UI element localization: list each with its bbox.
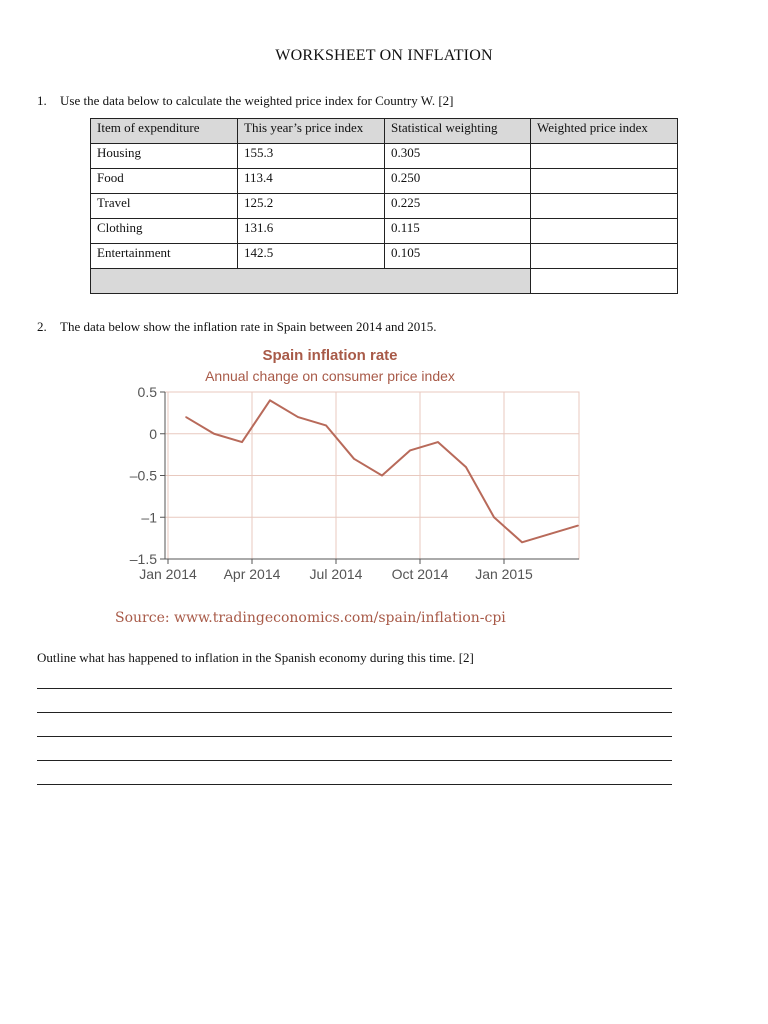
answer-line[interactable] [37, 736, 672, 737]
table-cell: Clothing [91, 219, 238, 244]
table-row [91, 244, 678, 269]
data-point [241, 441, 243, 443]
y-tick-label: –1 [141, 509, 157, 526]
table-cell: 0.115 [385, 219, 531, 244]
y-tick-label: 0.5 [137, 384, 157, 400]
table-cell: Food [91, 169, 238, 194]
question-2-number: 2. [37, 319, 47, 334]
table-cell: 142.5 [238, 244, 385, 269]
question-1-text: Use the data below to calculate the weighted price index for Country W. [2] [60, 93, 454, 108]
data-point [437, 441, 439, 443]
table-cell: 0.225 [385, 194, 531, 219]
table-cell: 113.4 [238, 169, 385, 194]
answer-line[interactable] [37, 760, 672, 761]
table-cell: Housing [91, 144, 238, 169]
answer-cell[interactable] [531, 244, 678, 269]
table-cell: 125.2 [238, 194, 385, 219]
x-tick-label: Jan 2014 [139, 566, 197, 582]
series-line [186, 400, 578, 542]
table-cell: Travel [91, 194, 238, 219]
data-point [493, 516, 495, 518]
table-cell: 0.305 [385, 144, 531, 169]
total-row [91, 269, 678, 294]
chart-title: Spain inflation rate [262, 347, 398, 364]
data-point [381, 475, 383, 477]
data-point [577, 525, 579, 527]
chart-source: Source: www.tradingeconomics.com/spain/inflation-cpi [115, 610, 506, 626]
table-row [91, 144, 678, 169]
data-point [465, 466, 467, 468]
answer-cell[interactable] [531, 169, 678, 194]
data-point [521, 542, 523, 544]
data-point [297, 416, 299, 418]
inflation-line-chart [110, 342, 590, 632]
table-header: This year’s price index [238, 119, 385, 144]
answer-line[interactable] [37, 688, 672, 689]
answer-line[interactable] [37, 712, 672, 713]
data-point [213, 433, 215, 435]
total-answer-cell[interactable] [531, 269, 678, 294]
table-cell: 0.105 [385, 244, 531, 269]
answer-cell[interactable] [531, 219, 678, 244]
question-2 [37, 319, 437, 335]
answer-line[interactable] [37, 784, 672, 785]
table-cell: 131.6 [238, 219, 385, 244]
x-tick-label: Oct 2014 [391, 566, 449, 582]
data-point [549, 533, 551, 535]
data-point [353, 458, 355, 460]
outline-question-text: Outline what has happened to inflation in the Spanish economy during this time. [2] [37, 650, 474, 665]
question-1-number: 1. [37, 93, 47, 108]
table-header: Weighted price index [531, 119, 678, 144]
table-cell: Entertainment [91, 244, 238, 269]
table-row [91, 194, 678, 219]
table-cell: 155.3 [238, 144, 385, 169]
data-point [409, 450, 411, 452]
answer-cell[interactable] [531, 144, 678, 169]
table-header-row [91, 119, 678, 144]
table-cell: 0.250 [385, 169, 531, 194]
total-row-shaded-cell [91, 269, 531, 294]
y-tick-label: 0 [149, 425, 157, 442]
data-point [185, 416, 187, 418]
question-2-text: The data below show the inflation rate in Spain between 2014 and 2015. [60, 319, 437, 334]
data-point [325, 425, 327, 427]
x-tick-label: Jan 2015 [475, 566, 533, 582]
x-tick-label: Apr 2014 [223, 566, 281, 582]
y-tick-label: –0.5 [129, 467, 157, 484]
page-title: WORKSHEET ON INFLATION [275, 47, 493, 64]
answer-cell[interactable] [531, 194, 678, 219]
data-point [269, 400, 271, 402]
y-tick-label: –1.5 [129, 551, 157, 567]
question-1 [37, 93, 454, 109]
table-row [91, 219, 678, 244]
weighted-index-table [90, 118, 678, 294]
table-row [91, 169, 678, 194]
table-header: Item of expenditure [91, 119, 238, 144]
chart-subtitle: Annual change on consumer price index [205, 368, 455, 384]
x-tick-label: Jul 2014 [309, 566, 363, 582]
table-header: Statistical weighting [385, 119, 531, 144]
